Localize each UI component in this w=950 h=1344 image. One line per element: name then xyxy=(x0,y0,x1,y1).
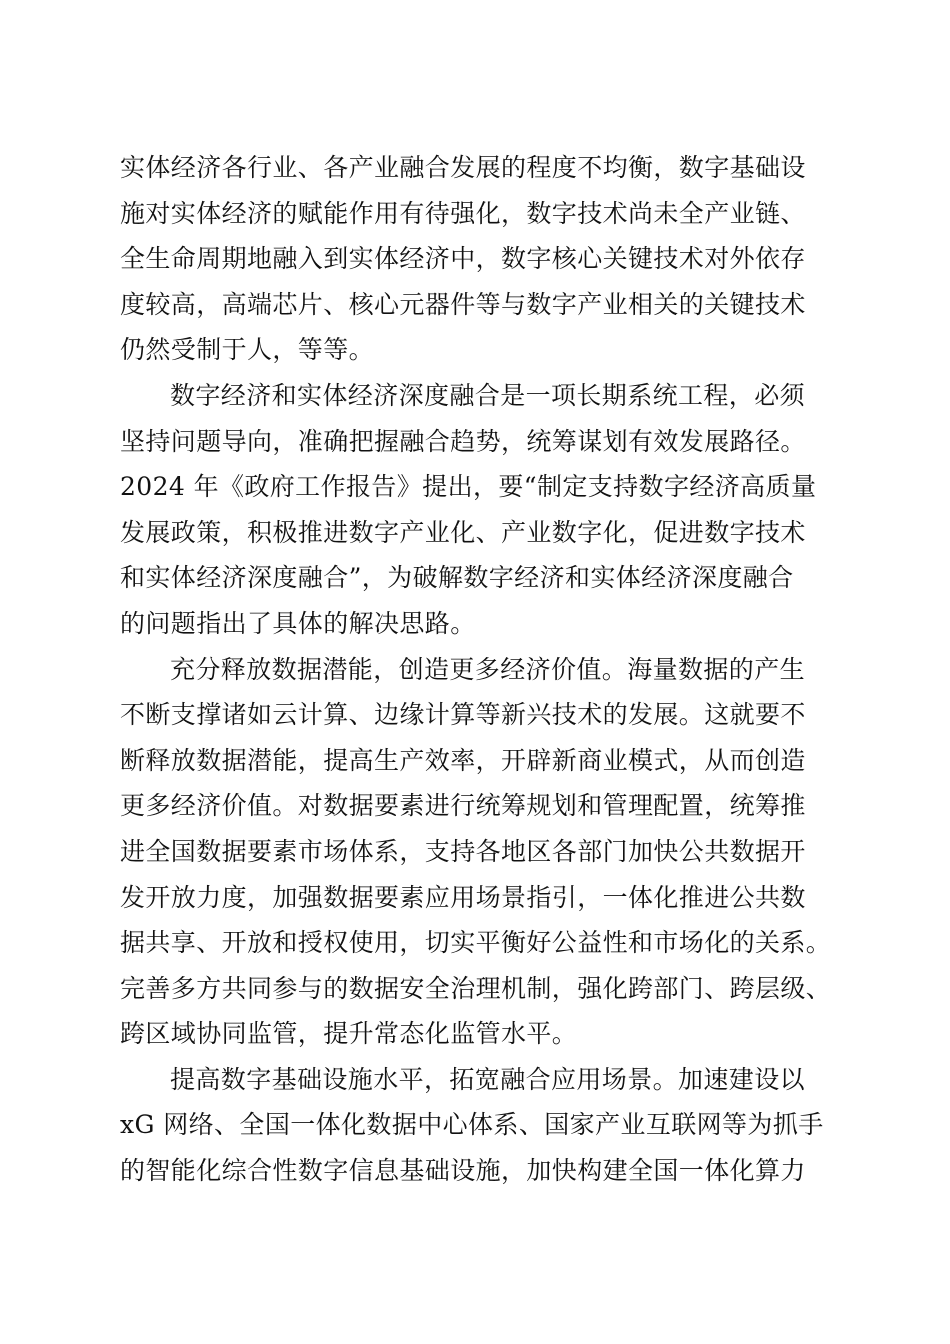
paragraph-start-line: 充分释放数据潜能，创造更多经济价值。海量数据的产生 xyxy=(170,654,806,684)
paragraph-start-line: 提高数字基础设施水平，拓宽融合应用场景。加速建设以 xyxy=(170,1064,806,1094)
text-line: 据共享、开放和授权使用，切实平衡好公益性和市场化的关系。 xyxy=(120,928,832,958)
text-line: 坚持问题导向，准确把握融合趋势，统筹谋划有效发展路径。 xyxy=(120,426,806,456)
text-line: 施对实体经济的赋能作用有待强化，数字技术尚未全产业链、 xyxy=(120,198,806,228)
text-line: 发开放力度，加强数据要素应用场景指引，一体化推进公共数 xyxy=(120,882,806,912)
text-line: 实体经济各行业、各产业融合发展的程度不均衡，数字基础设 xyxy=(120,153,806,182)
text-line: 仍然受制于人，等等。 xyxy=(120,335,375,365)
text-line: 发展政策，积极推进数字产业化、产业数字化，促进数字技术 xyxy=(120,517,806,547)
text-line: 和实体经济深度融合”，为破解数字经济和实体经济深度融合 xyxy=(120,563,794,593)
text-line: 全生命周期地融入到实体经济中，数字核心关键技术对外依存 xyxy=(120,244,806,274)
text-line: 更多经济价值。对数据要素进行统筹规划和管理配置，统筹推 xyxy=(120,791,806,821)
text-line: 2024 年《政府工作报告》提出，要“制定支持数字经济高质量 xyxy=(120,472,817,502)
text-line: 度较高，高端芯片、核心元器件等与数字产业相关的关键技术 xyxy=(120,289,806,319)
text-line: 进全国数据要素市场体系，支持各地区各部门加快公共数据开 xyxy=(120,836,806,866)
text-line: xG 网络、全国一体化数据中心体系、国家产业互联网等为抓手 xyxy=(120,1110,824,1140)
text-line: 完善多方共同参与的数据安全治理机制，强化跨部门、跨层级、 xyxy=(120,973,832,1003)
body-text xyxy=(120,145,832,1194)
text-line: 不断支撑诸如云计算、边缘计算等新兴技术的发展。这就要不 xyxy=(120,700,806,730)
text-line: 的智能化综合性数字信息基础设施，加快构建全国一体化算力 xyxy=(120,1156,806,1186)
text-line: 断释放数据潜能，提高生产效率，开辟新商业模式，从而创造 xyxy=(120,745,806,775)
text-line: 跨区域协同监管，提升常态化监管水平。 xyxy=(120,1019,578,1049)
paragraph-start-line: 数字经济和实体经济深度融合是一项长期系统工程，必须 xyxy=(170,380,806,410)
text-line: 的问题指出了具体的解决思路。 xyxy=(120,608,476,638)
